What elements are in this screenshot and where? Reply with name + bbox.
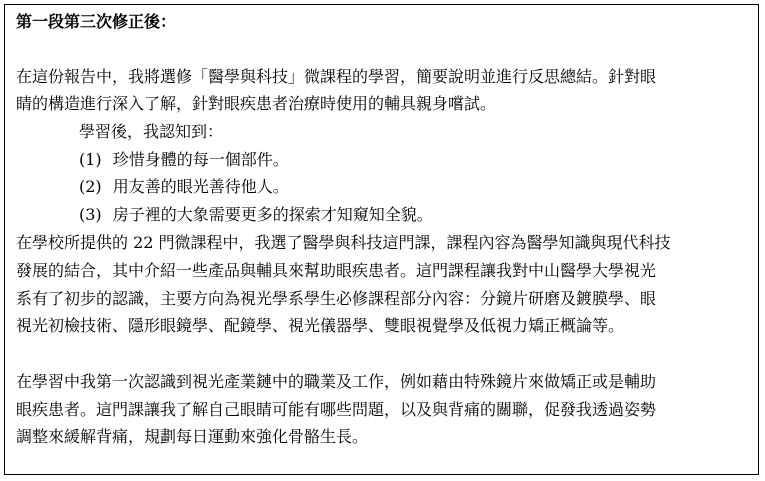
paragraph-3-line-1: 在學習中我第一次認識到視光產業鏈中的職業及工作，例如藉由特殊鏡片來做矯正或是輔助 [16, 372, 657, 391]
paragraph-1-line-1: 在這份報告中，我將選修「醫學與科技」微課程的學習，簡要說明並進行反思總結。針對眼 [16, 67, 657, 86]
paragraph-2-line-1: 在學校所提供的 22 門微課程中，我選了醫學與科技這門課，課程內容為醫學知識與現代科技 [16, 233, 671, 252]
paragraph-3-line-2: 眼疾患者。這門課讓我了解自己眼睛可能有哪些問題，以及與背痛的關聯，促發我透過姿勢 [16, 400, 657, 419]
paragraph-2-line-3: 系有了初步的認識，主要方向為視光學系學生必修課程部分內容：分鏡片研磨及鍍膜學、眼 [16, 289, 657, 308]
learned-item-number: (3) [79, 205, 102, 224]
learned-item-text: 房子裡的大象需要更多的探索才知窺知全貌。 [112, 205, 433, 224]
learned-item-text: 用友善的眼光善待他人。 [112, 177, 289, 196]
paragraph-1-line-2: 睛的構造進行深入了解，針對眼疾患者治療時使用的輔具親身嚐試。 [16, 94, 497, 113]
learned-item [79, 177, 289, 197]
paragraph-3-line-3: 調整來緩解背痛，規劃每日運動來強化骨骼生長。 [16, 427, 369, 446]
paragraph-2-line-4: 視光初檢技術、隱形眼鏡學、配鏡學、視光儀器學、雙眼視覺學及低視力矯正概論等。 [16, 316, 625, 335]
learned-item [79, 205, 433, 225]
learned-item-number: (2) [79, 177, 102, 196]
learned-intro: 學習後，我認知到： [79, 122, 224, 141]
learned-item-number: (1) [79, 150, 102, 169]
learned-item-text: 珍惜身體的每一個部件。 [112, 150, 289, 169]
paragraph-2-line-2: 發展的結合，其中介紹一些產品與輔具來幫助眼疾患者。這門課程讓我對中山醫學大學視光 [16, 261, 657, 280]
learned-item [79, 150, 289, 170]
section-heading: 第一段第三次修正後： [16, 12, 177, 31]
